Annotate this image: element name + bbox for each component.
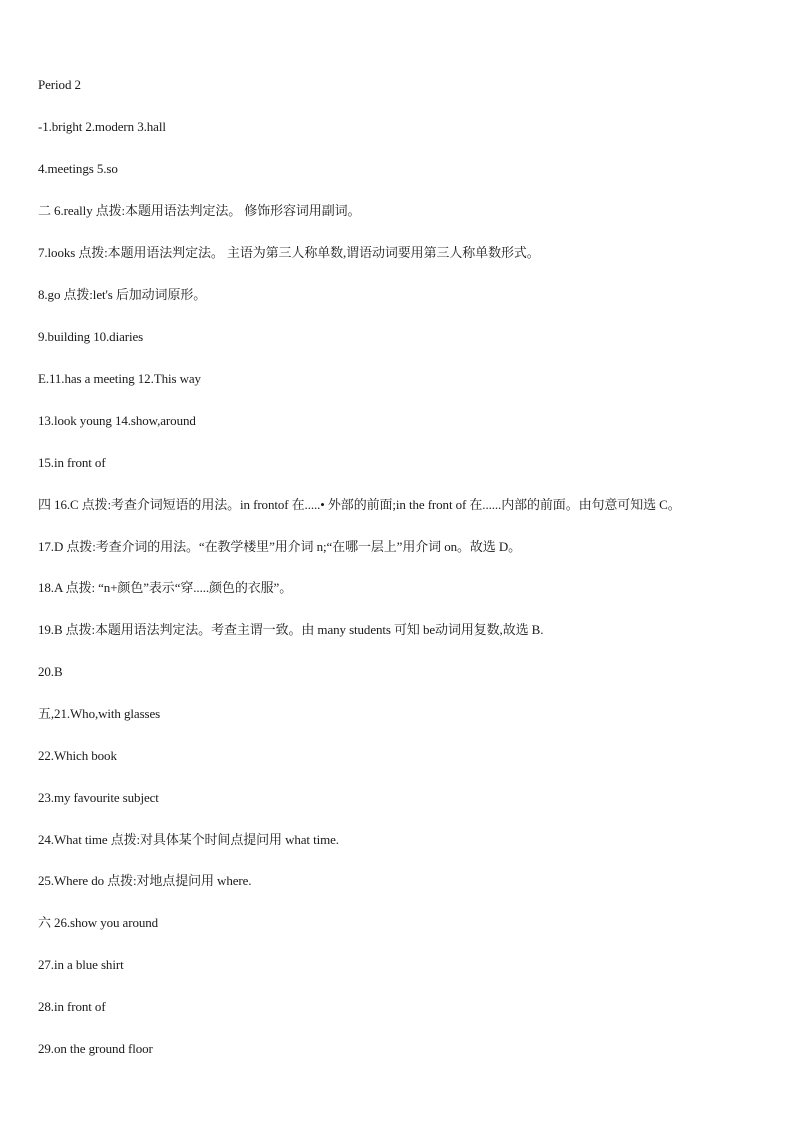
answer-line-8: 13.look young 14.show,around	[38, 413, 196, 428]
answer-line-18: 24.What time 点拨:对具体某个时间点提问用 what time.	[38, 832, 339, 847]
answer-line-2: 4.meetings 5.so	[38, 161, 118, 176]
answer-line-7: E.11.has a meeting 12.This way	[38, 371, 201, 386]
answer-line-10: 四 16.C 点拨:考查介词短语的用法。in frontof 在.....• 外部的前面;in the front of 在......内部的前面。由句意可知选 C。	[38, 497, 681, 512]
answer-line-16: 22.Which book	[38, 748, 117, 763]
answer-line-20: 六 26.show you around	[38, 915, 159, 930]
answer-line-9: 15.in front of	[38, 455, 106, 470]
answer-line-5: 8.go 点拨:let's 后加动词原形。	[38, 287, 207, 302]
answer-line-15: 五,21.Who,with glasses	[38, 706, 161, 721]
answer-line-13: 19.B 点拨:本题用语法判定法。考查主谓一致。由 many students 可知 be动词用复数,故选 B.	[38, 622, 544, 637]
answer-line-1: -1.bright 2.modern 3.hall	[38, 119, 166, 134]
answer-line-4: 7.looks 点拨:本题用语法判定法。 主语为第三人称单数,谓语动词要用第三人称单数形式。	[38, 245, 540, 260]
answer-line-21: 27.in a blue shirt	[38, 957, 124, 972]
answer-line-12: 18.A 点拨: “n+颜色”表示“穿.....颜色的衣服”。	[38, 580, 293, 595]
answer-line-14: 20.B	[38, 664, 63, 679]
answer-line-11: 17.D 点拨:考查介词的用法。“在教学楼里”用介词 n;“在哪一层上”用介词 on。故选 D。	[38, 539, 522, 554]
answer-line-22: 28.in front of	[38, 999, 106, 1014]
answer-line-19: 25.Where do 点拨:对地点提问用 where.	[38, 873, 252, 888]
section-heading: Period 2	[38, 77, 81, 92]
answer-line-17: 23.my favourite subject	[38, 790, 159, 805]
answer-line-6: 9.building 10.diaries	[38, 329, 144, 344]
answer-line-23: 29.on the ground floor	[38, 1041, 153, 1056]
answer-line-3: 二 6.really 点拨:本题用语法判定法。 修饰形容词用副词。	[38, 203, 361, 218]
